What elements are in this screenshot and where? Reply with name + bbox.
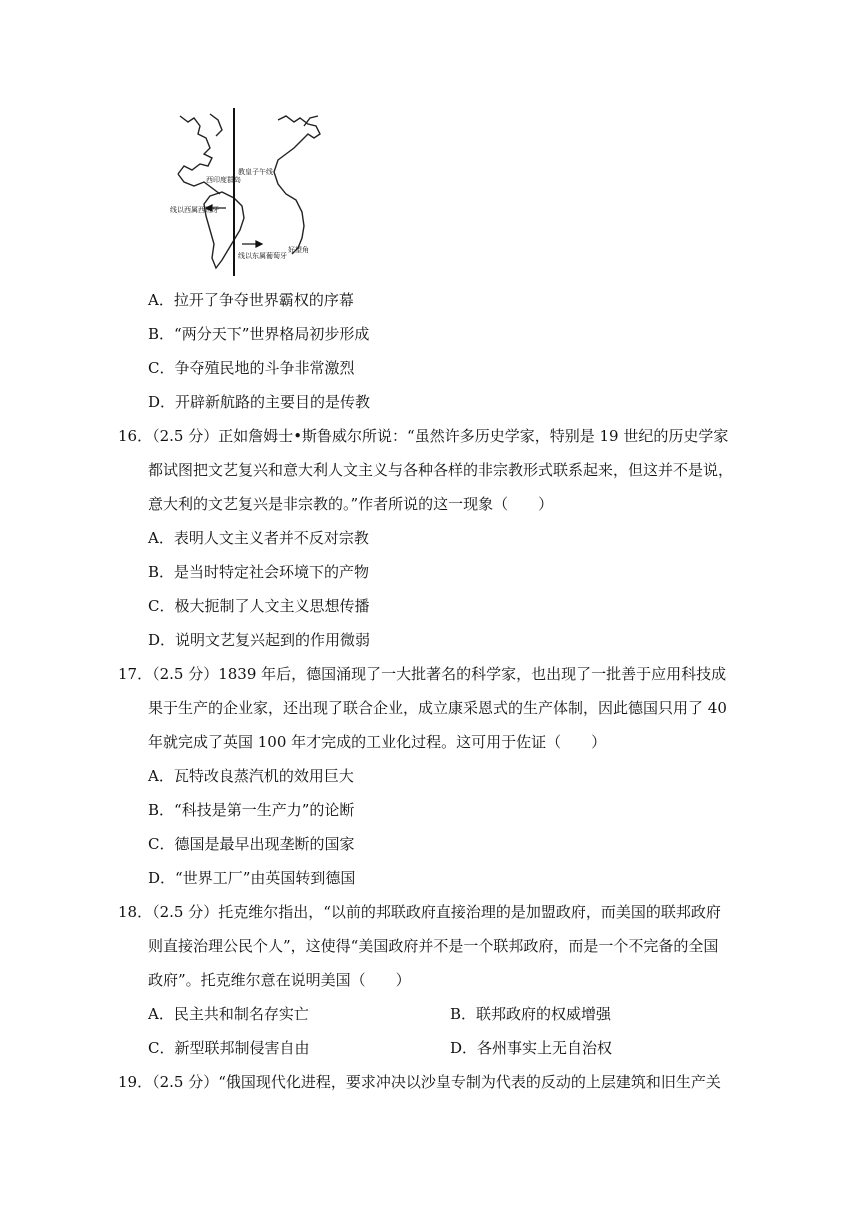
q17-option-d: D．“世界工厂”由英国转到德国 <box>148 869 356 887</box>
q16-stem-line-2: 都试图把文艺复兴和意大利人文主义与各种各样的非宗教形式联系起来，但这并不是说， <box>148 461 734 479</box>
q15-option-b: B．“两分天下”世界格局初步形成 <box>148 325 370 343</box>
q16-stem-line-3: 意大利的文艺复兴是非宗教的。”作者所说的这一现象（ ） <box>148 495 554 513</box>
q18-stem-line-3: 政府”。托克维尔意在说明美国（ ） <box>148 971 411 989</box>
q16-option-a: A．表明人文主义者并不反对宗教 <box>148 529 369 547</box>
label-cape: 好望角 <box>288 246 309 254</box>
q15-option-d: D．开辟新航路的主要目的是传教 <box>148 393 371 411</box>
q18-option-c: C．新型联邦制侵害自由 <box>148 1039 310 1057</box>
q18-option-a: A．民主共和制名存实亡 <box>148 1005 309 1023</box>
label-west-indies: 西印度群岛 <box>206 176 241 184</box>
q17-option-a: A．瓦特改良蒸汽机的效用巨大 <box>148 767 354 785</box>
q17-option-b: B．“科技是第一生产力”的论断 <box>148 801 355 819</box>
q17-option-c: C．德国是最早出现垄断的国家 <box>148 835 355 853</box>
q16-option-b: B．是当时特定社会环境下的产物 <box>148 563 370 581</box>
label-papal-line: 教皇子午线 <box>238 168 273 176</box>
q16-stem-line-1: 16．（2.5 分）正如詹姆士•斯鲁威尔所说：“虽然许多历史学家，特别是 19 世纪的历史学家 <box>118 427 729 445</box>
demarcation-line-map <box>170 108 340 276</box>
q15-option-c: C．争夺殖民地的斗争非常激烈 <box>148 359 355 377</box>
q19-stem-line-1: 19．（2.5 分）“俄国现代化进程，要求冲决以沙皇专制为代表的反动的上层建筑和旧生产关 <box>118 1073 721 1091</box>
q16-option-d: D．说明文艺复兴起到的作用微弱 <box>148 631 371 649</box>
q18-option-b: B．联邦政府的权威增强 <box>450 1005 612 1023</box>
q18-option-d: D．各州事实上无自治权 <box>450 1039 613 1057</box>
q16-option-c: C．极大扼制了人文主义思想传播 <box>148 597 370 615</box>
q15-option-a: A．拉开了争夺世界霸权的序幕 <box>148 291 354 309</box>
q18-stem-line-2: 则直接治理公民个人”，这使得“美国政府并不是一个联邦政府，而是一个不完备的全国 <box>148 937 719 955</box>
label-portugal: 线以东属葡萄牙 <box>238 252 287 260</box>
q17-stem-line-3: 年就完成了英国 100 年才完成的工业化过程。这可用于佐证（ ） <box>148 733 607 751</box>
label-spain: 线以西属西班牙 <box>170 206 219 214</box>
q17-stem-line-1: 17．（2.5 分）1839 年后，德国涌现了一大批著名的科学家，也出现了一批善于应用科技成 <box>118 665 727 683</box>
q18-stem-line-1: 18．（2.5 分）托克维尔指出，“以前的邦联政府直接治理的是加盟政府，而美国的联邦政府 <box>118 903 721 921</box>
q17-stem-line-2: 果于生产的企业家，还出现了联合企业，成立康采恩式的生产体制，因此德国只用了 40 <box>148 699 727 717</box>
